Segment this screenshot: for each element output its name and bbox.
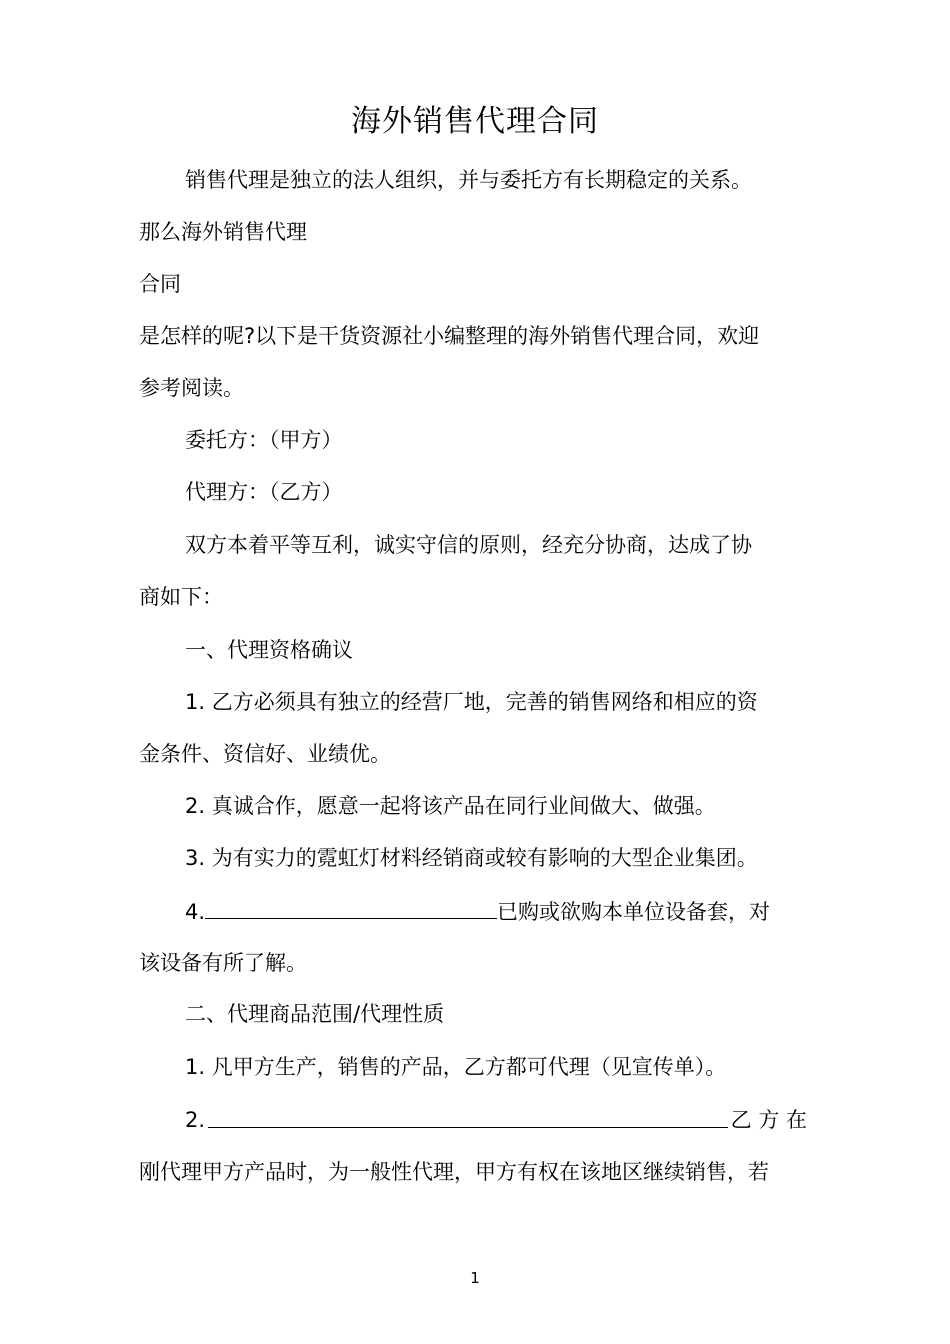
clause-number: 2. [185, 1108, 206, 1132]
clause-line: 刚代理甲方产品时，为一般性代理，甲方有权在该地区继续销售，若 [139, 1160, 769, 1184]
paragraph-line: 双方本着平等互利，诚实守信的原则，经充分协商，达成了协 [185, 533, 752, 557]
page-number: 1 [470, 1269, 480, 1287]
clause-line: 1. 凡甲方生产，销售的产品，乙方都可代理（见宣传单）。 [185, 1055, 727, 1079]
clause-line: 2. 真诚合作，愿意一起将该产品在同行业间做大、做强。 [185, 794, 716, 818]
fill-in-blank[interactable] [208, 1105, 728, 1128]
clause-line-with-blank [185, 896, 770, 927]
section-heading: 二、代理商品范围/代理性质 [185, 1002, 445, 1026]
clause-line: 金条件、资信好、业绩优。 [139, 742, 391, 766]
document-title: 海外销售代理合同 [351, 104, 599, 139]
clause-line: 1. 乙方必须具有独立的经营厂地，完善的销售网络和相应的资 [185, 690, 758, 714]
client-party-line: 委托方：（甲方） [185, 428, 343, 452]
agent-party-line: 代理方：（乙方） [185, 480, 343, 504]
section-heading: 一、代理资格确议 [185, 638, 353, 662]
paragraph-line: 合同 [139, 272, 181, 296]
fill-in-blank[interactable] [205, 896, 497, 919]
paragraph-line: 销售代理是独立的法人组织，并与委托方有长期稳定的关系。 [185, 168, 752, 192]
paragraph-line: 参考阅读。 [139, 376, 244, 400]
clause-text: 乙 方 在 [730, 1108, 807, 1132]
clause-line: 该设备有所了解。 [139, 951, 307, 975]
paragraph-line: 是怎样的呢?以下是干货资源社小编整理的海外销售代理合同，欢迎 [139, 324, 760, 348]
paragraph-line: 那么海外销售代理 [139, 220, 307, 244]
clause-line-with-blank [185, 1105, 807, 1135]
paragraph-line: 商如下： [139, 585, 223, 609]
clause-text: 已购或欲购本单位设备套，对 [497, 900, 771, 924]
clause-line: 3. 为有实力的霓虹灯材料经销商或较有影响的大型企业集团。 [185, 846, 758, 870]
clause-number: 4. [185, 900, 206, 924]
